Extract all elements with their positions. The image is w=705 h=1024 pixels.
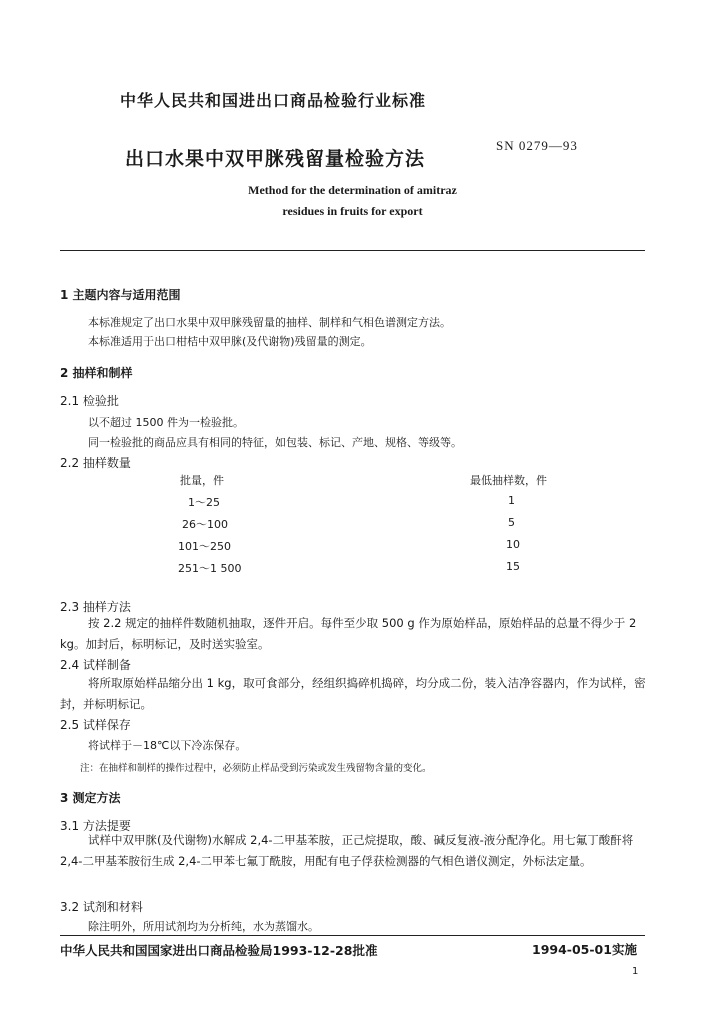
table-cell-lot: 251～1 500: [178, 562, 242, 575]
section-2-5-heading: 2.5 试样保存: [60, 718, 131, 732]
section-3-2-heading: 3.2 试剂和材料: [60, 900, 143, 914]
section-2-3-paragraph: 按 2.2 规定的抽样件数随机抽取，逐件开启。每件至少取 500 g 作为原始样品，原始样品的总量不得少于 2 kg。加封后，标明标记，及时送实验室。: [60, 616, 637, 651]
section-2-3-heading: 2.3 抽样方法: [60, 600, 131, 614]
table-cell-lot: 26～100: [182, 518, 228, 531]
standard-code: SN 0279—93: [496, 138, 578, 153]
section-2-4-heading: 2.4 试样制备: [60, 658, 131, 672]
table-cell-min: 1: [508, 494, 515, 507]
english-title-line2: residues in fruits for export: [282, 204, 423, 218]
section-1-heading: 1 主题内容与适用范围: [60, 288, 181, 302]
page-title: 出口水果中双甲脒残留量检验方法: [125, 148, 426, 170]
table-cell-lot: 101～250: [178, 540, 231, 553]
table-cell-min: 10: [506, 538, 520, 551]
table-cell-min: 5: [508, 516, 515, 529]
section-2-note: 注：在抽样和制样的操作过程中，必须防止样品受到污染或发生残留物含量的变化。: [80, 763, 432, 774]
english-title-line1: Method for the determination of amitraz: [248, 183, 457, 197]
section-2-1-paragraph-2: 同一检验批的商品应具有相同的特征，如包装、标记、产地、规格、等级等。: [88, 436, 462, 449]
footer-divider: [60, 935, 645, 936]
section-2-heading: 2 抽样和制样: [60, 366, 133, 380]
section-2-1-paragraph-1: 以不超过 1500 件为一检验批。: [88, 416, 244, 429]
table-cell-min: 15: [506, 560, 520, 573]
section-3-heading: 3 测定方法: [60, 791, 121, 805]
header-divider: [60, 250, 645, 251]
section-3-2-paragraph: 除注明外，所用试剂均为分析纯，水为蒸馏水。: [88, 920, 319, 933]
table-cell-lot: 1～25: [188, 496, 220, 509]
table-header-lot: 批量，件: [180, 474, 224, 487]
approval-line: 中华人民共和国国家进出口商品检验局1993-12-28批准: [60, 943, 378, 958]
issuing-organization: 中华人民共和国进出口商品检验行业标准: [120, 91, 427, 110]
section-1-paragraph-1: 本标准规定了出口水果中双甲脒残留量的抽样、制样和气相色谱测定方法。: [88, 316, 451, 329]
table-header-min-sample: 最低抽样数，件: [470, 474, 547, 487]
section-2-4-paragraph: 将所取原始样品缩分出 1 kg，取可食部分，经组织捣碎机捣碎，均分成二份，装入洁净容器内，作为试样，密封，并标明标记。: [60, 676, 646, 711]
effective-date: 1994-05-01实施: [532, 942, 637, 957]
section-3-1-heading: 3.1 方法提要: [60, 819, 131, 833]
section-2-1-heading: 2.1 检验批: [60, 394, 119, 408]
section-2-2-heading: 2.2 抽样数量: [60, 456, 131, 470]
section-3-1-paragraph: 试样中双甲脒(及代谢物)水解成 2,4-二甲基苯胺，正己烷提取，酸、碱反复液-液分配净化。用七氟丁酸酐将 2,4-二甲基苯胺衍生成 2,4-二甲苯七氟丁酰胺，用配有电子俘获检测器的气相色谱仪测定，外标法定量。: [60, 833, 634, 868]
page-number: 1: [632, 966, 639, 977]
section-1-paragraph-2: 本标准适用于出口柑桔中双甲脒(及代谢物)残留量的测定。: [88, 335, 372, 348]
section-2-5-paragraph: 将试样于－18℃以下冷冻保存。: [88, 739, 247, 752]
